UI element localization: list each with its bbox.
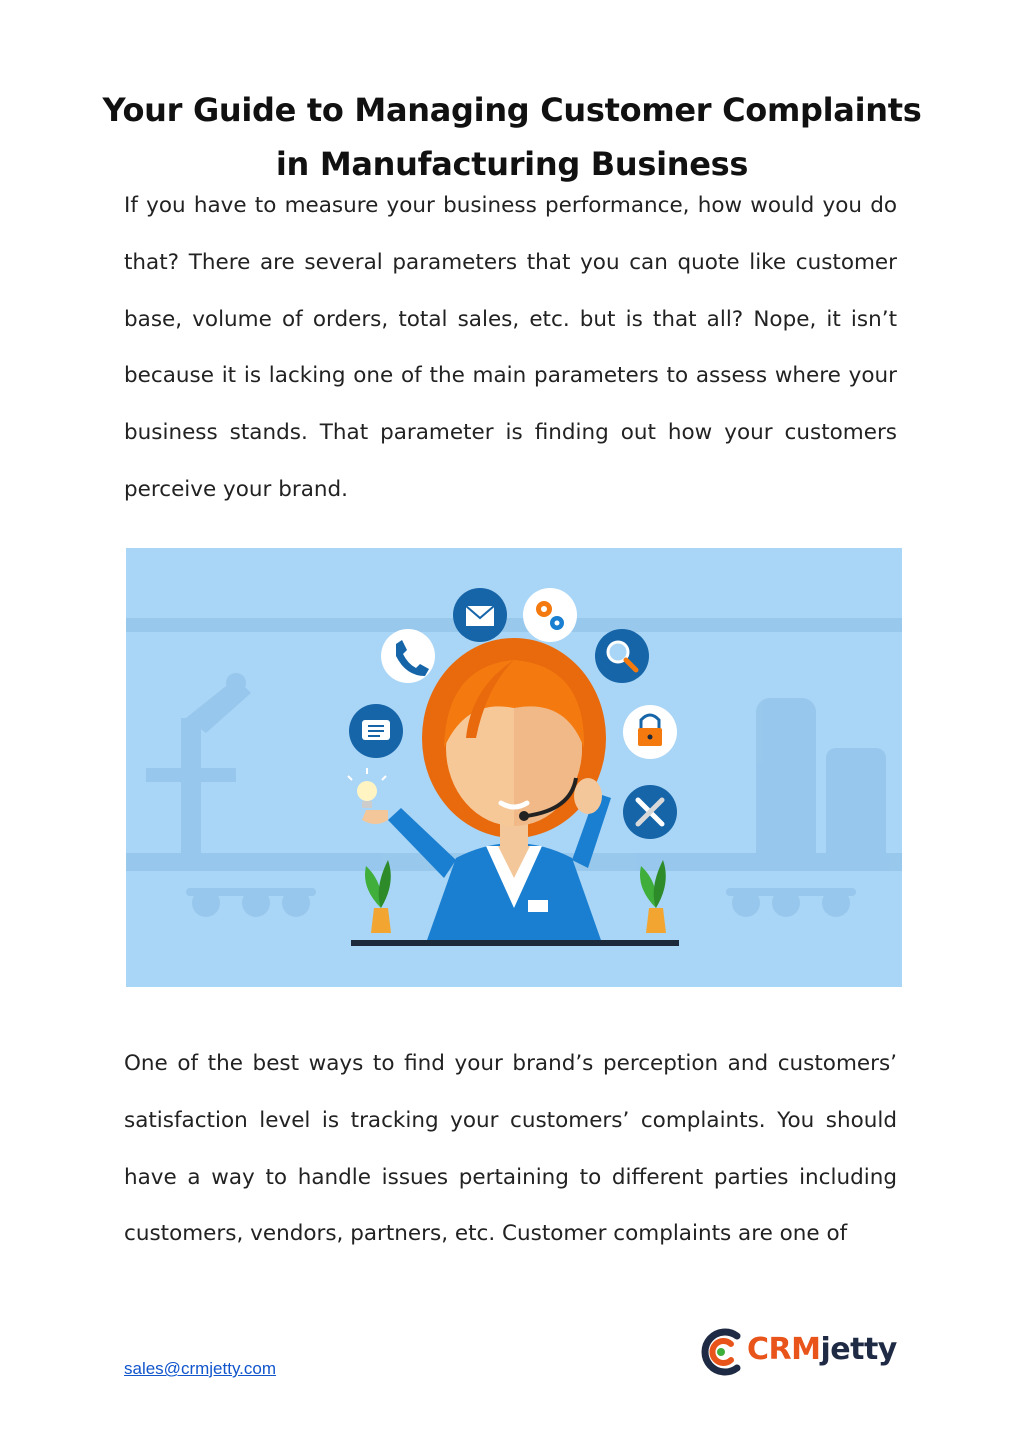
logo-wordmark xyxy=(747,1332,897,1367)
search-icon xyxy=(595,629,649,683)
tools-icon xyxy=(623,785,677,839)
crmjetty-logo[interactable] xyxy=(697,1326,907,1378)
gears-icon xyxy=(523,588,577,642)
body-paragraph: One of the best ways to find your brand’s perception and customers’ satisfaction level is tracking your customers’ complaints. You should have a way to handle issues pertaining to different parties including customers, vendors, partners, etc. Customer complaints are one of xyxy=(124,1051,897,1247)
email-icon xyxy=(453,588,507,642)
intro-paragraph: If you have to measure your business performance, how would you do that? There are several parameters that you can quote like customer base, volume of orders, total sales, etc. but is that all? Nope, it isn’t because it is lacking one of the main parameters to assess where your business stands. That parameter is finding out how your customers perceive your brand. xyxy=(124,193,897,502)
lock-icon xyxy=(623,705,677,759)
logo-crm: CRM xyxy=(747,1332,821,1367)
logo-jetty: jetty xyxy=(820,1332,897,1367)
crmjetty-logo-mark xyxy=(697,1326,743,1378)
phone-icon xyxy=(381,629,435,683)
chat-icon xyxy=(349,704,403,758)
page-title: Your Guide to Managing Customer Complaints in Manufacturing Business xyxy=(102,91,922,184)
hero-illustration xyxy=(126,548,902,987)
footer-email-link[interactable]: sales@crmjetty.com xyxy=(124,1359,277,1378)
